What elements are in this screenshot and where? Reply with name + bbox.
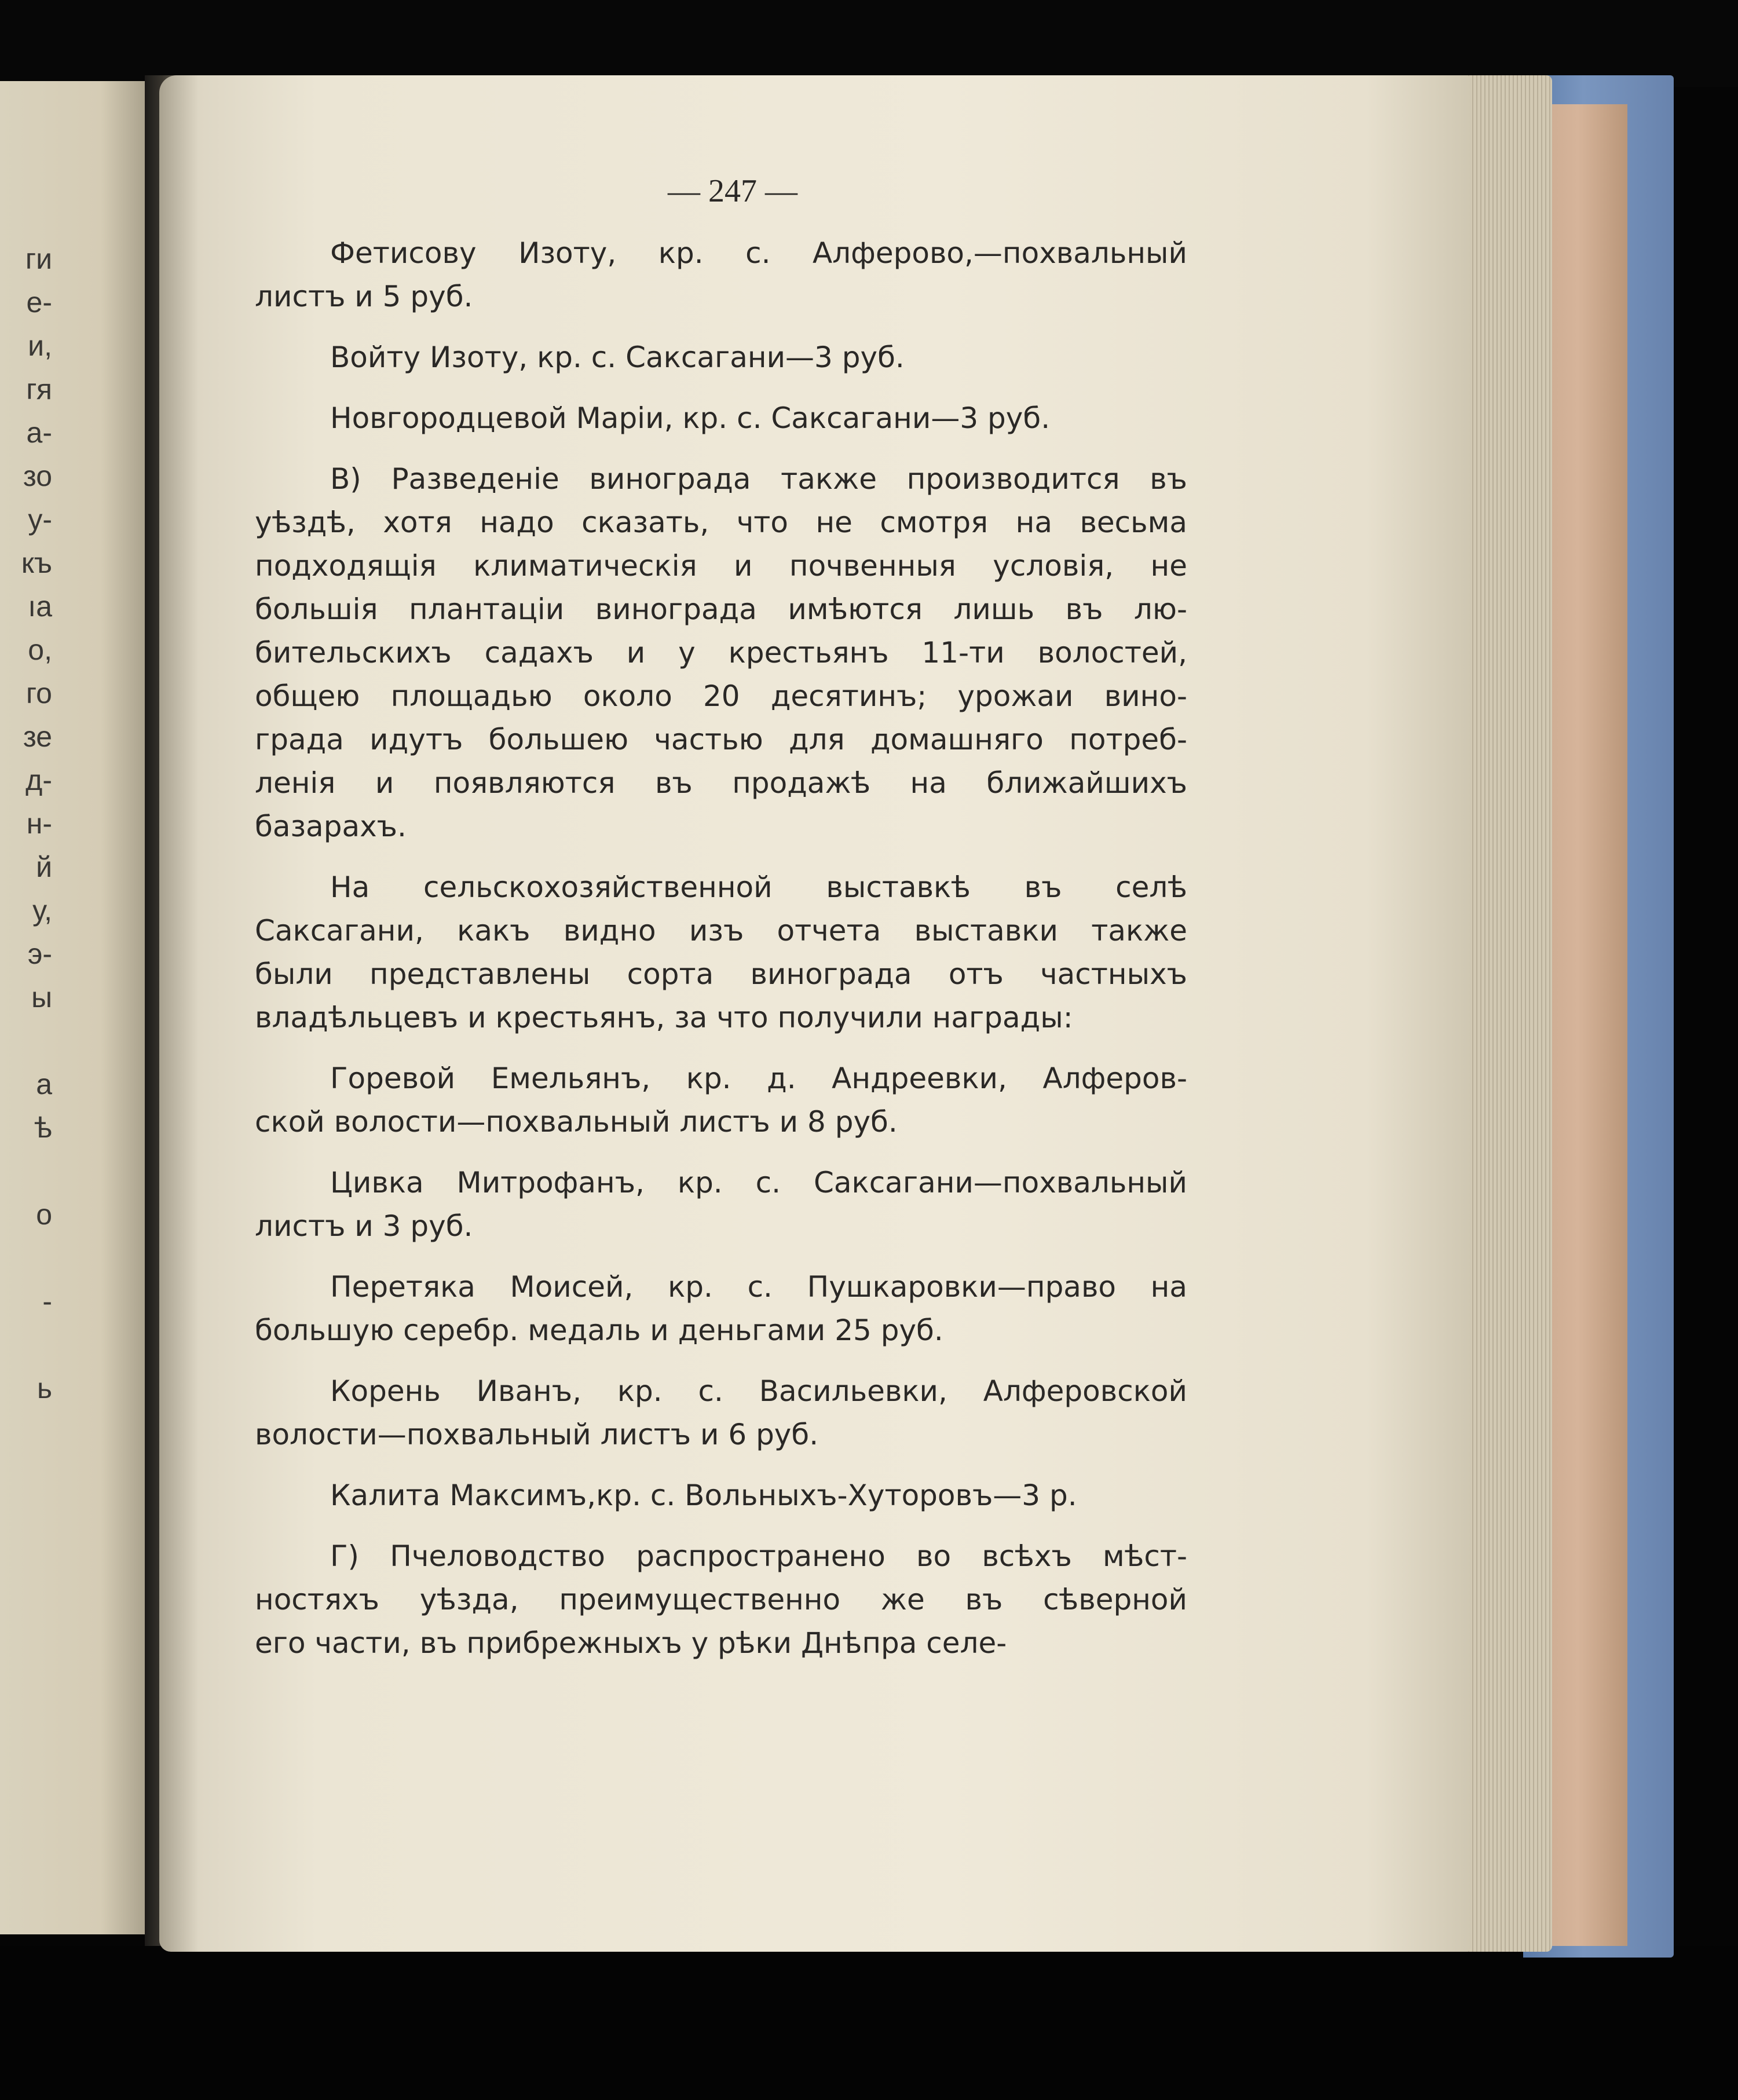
- left-fragment: ги: [25, 243, 52, 275]
- text-line: владѣльцевъ и крестьянъ, за что получили награды:: [255, 1001, 1073, 1034]
- text-line: общею площадью около 20 десятинъ; урожаи вино-: [255, 679, 1187, 713]
- left-fragment: о,: [28, 634, 52, 666]
- left-fragment: й: [36, 851, 52, 883]
- text-line: волости—похвальный листъ и 6 руб.: [255, 1418, 819, 1451]
- left-page-fragments: [0, 237, 52, 1410]
- left-fragment: н-: [26, 807, 52, 840]
- left-fragment: ы: [31, 981, 52, 1014]
- text-line: Горевой Емельянъ, кр. д. Андреевки, Алферов-: [330, 1062, 1187, 1095]
- left-fragment: къ: [21, 547, 52, 579]
- paragraph: [255, 1370, 1187, 1457]
- paragraph: [255, 232, 1187, 319]
- page-edges: [1465, 75, 1552, 1952]
- dark-background-top: [0, 0, 1738, 87]
- text-line: В) Разведеніе винограда также производится въ: [330, 462, 1187, 496]
- left-fragment: о: [36, 1198, 52, 1231]
- text-line: большую серебр. медаль и деньгами 25 руб.: [255, 1314, 943, 1347]
- left-fragment: зо: [23, 460, 52, 492]
- paragraph: [255, 458, 1187, 848]
- paragraph: [255, 1535, 1187, 1665]
- text-line: ленія и появляются въ продажѣ на ближайшихъ: [255, 766, 1187, 800]
- text-line: ской волости—похвальный листъ и 8 руб.: [255, 1105, 898, 1139]
- text-line: большія плантаціи винограда имѣются лишь въ лю-: [255, 592, 1187, 626]
- text-line: подходящія климатическія и почвенныя условія, не: [255, 549, 1187, 583]
- left-fragment: а: [36, 1068, 52, 1100]
- text-line: Новгородцевой Маріи, кр. с. Саксагани—3 руб.: [330, 401, 1051, 435]
- text-line: На сельскохозяйственной выставкѣ въ селѣ: [330, 870, 1187, 904]
- text-line: града идутъ большею частью для домашняго потреб-: [255, 723, 1187, 756]
- page-text: [255, 168, 1187, 1682]
- text-line: его части, въ прибрежныхъ у рѣки Днѣпра селе-: [255, 1626, 1007, 1660]
- text-line: листъ и 3 руб.: [255, 1209, 473, 1243]
- text-line: листъ и 5 руб.: [255, 280, 473, 313]
- left-fragment: а-: [26, 416, 52, 449]
- left-fragment: и,: [28, 330, 52, 362]
- left-fragment: го: [26, 677, 52, 709]
- paragraph: [255, 866, 1187, 1040]
- left-fragment: э-: [27, 938, 52, 970]
- text-line: Саксагани, какъ видно изъ отчета выставки также: [255, 914, 1187, 947]
- text-line: уѣздѣ, хотя надо сказать, что не смотря на весьма: [255, 506, 1187, 539]
- left-fragment: е-: [26, 286, 52, 319]
- text-line: базарахъ.: [255, 810, 407, 843]
- text-line: Корень Иванъ, кр. с. Васильевки, Алферовской: [330, 1374, 1187, 1408]
- text-line: ностяхъ уѣзда, преимущественно же въ сѣверной: [255, 1583, 1187, 1616]
- page-number: — 247 —: [668, 173, 797, 209]
- text-line: бительскихъ садахъ и у крестьянъ 11-ти волостей,: [255, 636, 1187, 669]
- text-line: Цивка Митрофанъ, кр. с. Саксагани—похвальный: [330, 1166, 1187, 1199]
- paragraph: [255, 1057, 1187, 1144]
- paragraph: [255, 397, 1187, 440]
- text-line: Калита Максимъ,кр. с. Вольныхъ-Хуторовъ—3 р.: [330, 1479, 1077, 1512]
- left-fragment: у,: [32, 894, 52, 927]
- paragraph: [255, 1161, 1187, 1248]
- left-fragment: д-: [25, 764, 52, 796]
- left-fragment: ıа: [28, 590, 52, 623]
- left-fragment: -: [42, 1285, 52, 1318]
- left-fragment: [0, 1236, 52, 1280]
- left-fragment: гя: [26, 373, 52, 405]
- left-fragment: зе: [23, 720, 52, 753]
- dark-background-bottom: [0, 1946, 1738, 2100]
- left-fragment: [0, 1019, 52, 1063]
- text-line: были представлены сорта винограда отъ частныхъ: [255, 957, 1187, 991]
- text-line: Г) Пчеловодство распространено во всѣхъ мѣст-: [330, 1539, 1187, 1573]
- left-fragment: [0, 1150, 52, 1193]
- left-fragment: ѣ: [34, 1111, 52, 1144]
- left-fragment: [0, 1323, 52, 1367]
- paragraph: [255, 336, 1187, 379]
- paragraph: [255, 1265, 1187, 1352]
- text-line: Фетисову Изоту, кр. с. Алферово,—похвальный: [330, 236, 1187, 270]
- text-line: Войту Изоту, кр. с. Саксагани—3 руб.: [330, 341, 905, 374]
- text-line: Перетяка Моисей, кр. с. Пушкаровки—право на: [330, 1270, 1187, 1304]
- left-fragment: у-: [28, 503, 52, 536]
- left-fragment: ь: [36, 1372, 52, 1404]
- paragraph: [255, 1474, 1187, 1517]
